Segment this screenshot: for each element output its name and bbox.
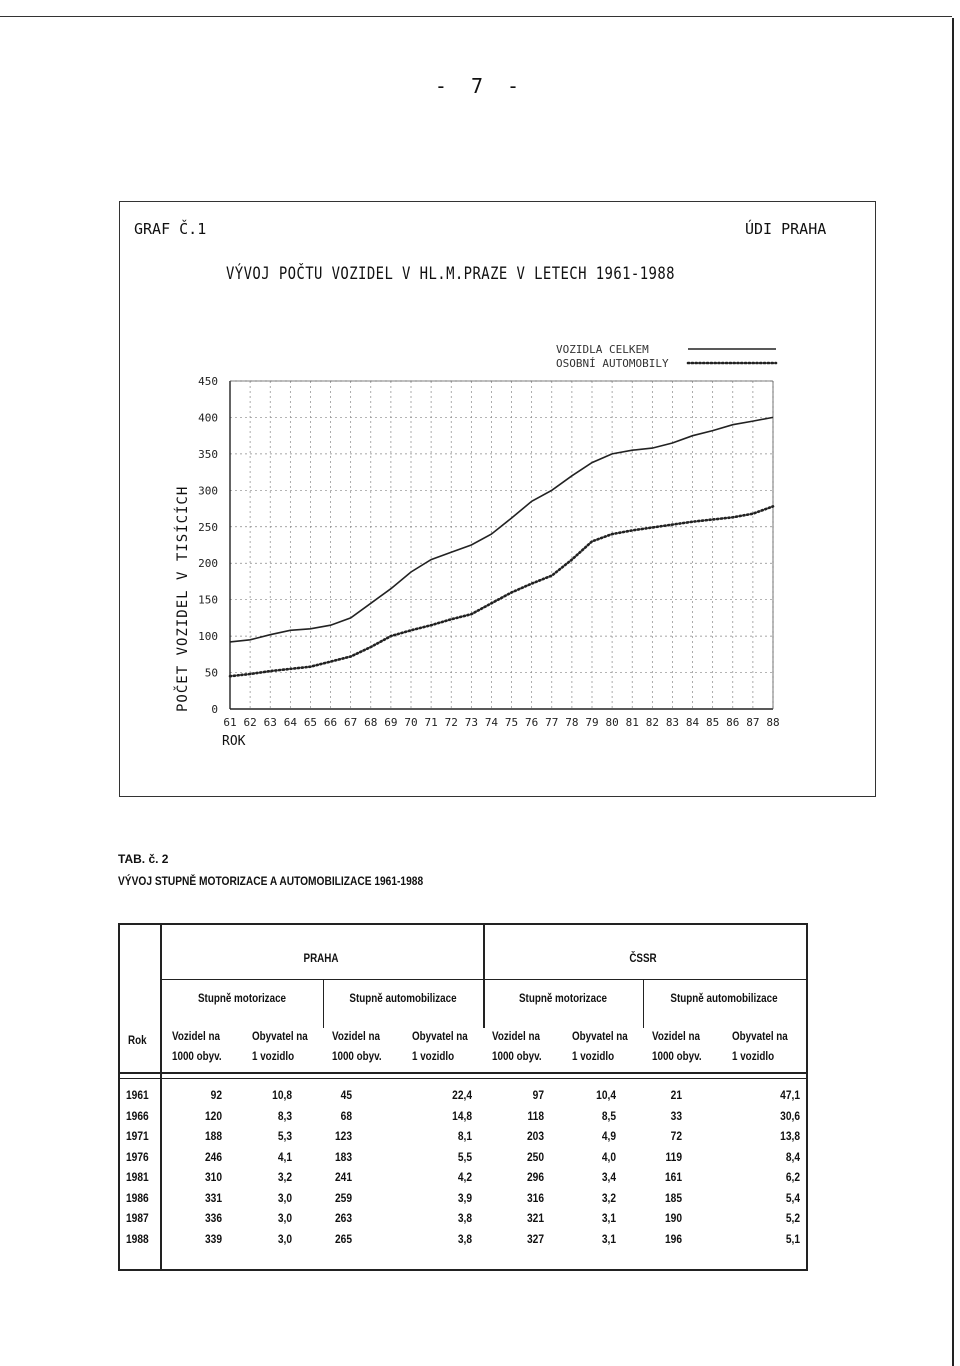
table-cell: 246 xyxy=(204,1149,222,1164)
legend-total-label: VOZIDLA CELKEM xyxy=(556,343,649,356)
y-tick-label: 250 xyxy=(198,520,218,534)
table-cell: 8,3 xyxy=(277,1108,292,1123)
table-cell: 14,8 xyxy=(452,1108,472,1123)
table-cell: 3,8 xyxy=(457,1231,472,1246)
table-cell: 183 xyxy=(334,1149,352,1164)
table-cell: 3,1 xyxy=(601,1231,616,1246)
table-cell: 10,4 xyxy=(596,1088,616,1102)
row-header-rok: Rok xyxy=(128,1033,147,1047)
x-tick-label: 80 xyxy=(605,716,619,729)
header-body-rule xyxy=(120,1072,806,1074)
y-tick-label: 350 xyxy=(198,447,218,461)
group-header: Stupně motorizace xyxy=(518,991,608,1005)
table-cell: 161 xyxy=(664,1170,682,1184)
group-divider xyxy=(643,979,644,1028)
column-header: 1 vozidlo xyxy=(252,1049,295,1063)
region-header-cssr: ČSSR xyxy=(629,951,657,965)
table-cell: 327 xyxy=(526,1231,544,1246)
year-cell: 1986 xyxy=(126,1190,149,1205)
x-tick-label: 67 xyxy=(344,716,358,729)
y-tick-label: 400 xyxy=(198,411,218,425)
column-header: 1000 obyv. xyxy=(172,1049,222,1063)
table-cell: 188 xyxy=(204,1129,222,1143)
x-tick-label: 81 xyxy=(625,716,639,729)
table-cell: 13,8 xyxy=(780,1129,800,1143)
table-cell: 3,0 xyxy=(277,1190,292,1205)
year-cell: 1981 xyxy=(126,1170,149,1184)
table-cell: 190 xyxy=(664,1211,682,1225)
table-title: VÝVOJ STUPNĚ MOTORIZACE A AUTOMOBILIZACE 1961-1988 xyxy=(118,874,424,888)
x-tick-label: 87 xyxy=(746,716,760,729)
table-cell: 5,5 xyxy=(457,1149,472,1164)
x-tick-label: 62 xyxy=(243,716,257,729)
header-body-rule-double xyxy=(120,1078,806,1079)
x-tick-label: 82 xyxy=(645,716,659,729)
table-cell: 3,8 xyxy=(457,1211,472,1225)
x-tick-label: 78 xyxy=(565,716,579,729)
y-tick-label: 150 xyxy=(198,593,218,607)
table-cell: 47,1 xyxy=(780,1088,800,1102)
table-cell: 3,9 xyxy=(457,1190,472,1205)
table-cell: 4,9 xyxy=(601,1129,616,1143)
year-cell: 1966 xyxy=(126,1108,149,1123)
table-cell: 4,2 xyxy=(457,1170,472,1184)
x-tick-label: 77 xyxy=(545,716,559,729)
table-cell: 4,0 xyxy=(601,1149,616,1164)
x-tick-label: 83 xyxy=(665,716,680,729)
table-cell: 8,1 xyxy=(457,1129,472,1143)
column-header: Vozidel na xyxy=(332,1029,380,1043)
column-header: 1000 obyv. xyxy=(652,1049,702,1063)
column-header: Vozidel na xyxy=(172,1029,220,1043)
year-cell: 1987 xyxy=(126,1211,149,1225)
table-cell: 321 xyxy=(526,1211,544,1225)
y-tick-label: 100 xyxy=(198,630,218,644)
x-tick-label: 73 xyxy=(464,716,478,729)
group-header-rule xyxy=(160,979,806,980)
column-header: 1000 obyv. xyxy=(332,1049,382,1063)
table-cell: 331 xyxy=(204,1190,222,1205)
table-cell: 120 xyxy=(204,1108,222,1123)
y-tick-label: 450 xyxy=(198,375,218,388)
table-cell: 22,4 xyxy=(452,1088,472,1102)
x-tick-label: 66 xyxy=(323,716,338,729)
table-cell: 6,2 xyxy=(785,1170,800,1184)
table-cell: 123 xyxy=(334,1129,352,1143)
table-cell: 185 xyxy=(664,1190,682,1205)
office-label: ÚDI PRAHA xyxy=(745,220,827,238)
table-cell: 316 xyxy=(526,1190,544,1205)
x-tick-label: 70 xyxy=(404,716,418,729)
table-cell: 296 xyxy=(526,1170,544,1184)
y-tick-label: 50 xyxy=(204,666,218,680)
table-cell: 5,1 xyxy=(785,1231,800,1246)
series-line-osobni-automobily xyxy=(230,506,773,676)
series-line-vozidla-celkem xyxy=(230,417,773,642)
table-cell: 259 xyxy=(334,1190,352,1205)
motorization-table xyxy=(118,923,808,1271)
x-tick-label: 84 xyxy=(685,716,700,729)
region-header-praha: PRAHA xyxy=(303,951,339,965)
table-cell: 45 xyxy=(340,1088,352,1102)
column-header: Obyvatel na xyxy=(412,1029,468,1043)
column-header: 1 vozidlo xyxy=(572,1049,615,1063)
x-tick-label: 69 xyxy=(384,716,398,729)
y-tick-label: 300 xyxy=(198,484,218,498)
graph-label: GRAF Č.1 xyxy=(134,220,207,238)
rok-column-divider xyxy=(160,925,162,1269)
x-axis-label: ROK xyxy=(222,734,246,749)
y-axis-label: POČET VOZIDEL V TISÍCÍCH xyxy=(175,485,191,712)
table-cell: 33 xyxy=(670,1108,682,1123)
year-cell: 1976 xyxy=(126,1149,149,1164)
table-cell: 5,4 xyxy=(785,1190,800,1205)
table-cell: 3,2 xyxy=(277,1170,292,1184)
x-tick-label: 74 xyxy=(484,716,499,729)
table-cell: 3,0 xyxy=(277,1231,292,1246)
table-cell: 336 xyxy=(204,1211,222,1225)
column-header: 1000 obyv. xyxy=(492,1049,542,1063)
column-header: 1 vozidlo xyxy=(732,1049,775,1063)
table-cell: 339 xyxy=(204,1231,222,1246)
table-cell: 196 xyxy=(664,1231,682,1246)
table-cell: 68 xyxy=(340,1108,352,1123)
table-cell: 310 xyxy=(204,1170,222,1184)
x-tick-label: 72 xyxy=(444,716,458,729)
column-header: Obyvatel na xyxy=(572,1029,628,1043)
table-cell: 3,2 xyxy=(601,1190,616,1205)
column-header: Vozidel na xyxy=(652,1029,700,1043)
column-header: Obyvatel na xyxy=(732,1029,788,1043)
table-cell: 250 xyxy=(526,1149,544,1164)
table-cell: 21 xyxy=(670,1088,682,1102)
table-cell: 263 xyxy=(334,1211,352,1225)
table-cell: 241 xyxy=(334,1170,352,1184)
x-tick-label: 61 xyxy=(223,716,237,729)
graph-title: VÝVOJ POČTU VOZIDEL V HL.M.PRAZE V LETECH 1961-1988 xyxy=(226,264,675,284)
table-cell: 118 xyxy=(527,1108,544,1123)
x-tick-label: 63 xyxy=(263,716,277,729)
year-cell: 1971 xyxy=(126,1129,149,1143)
table-cell: 3,4 xyxy=(601,1170,616,1184)
x-tick-label: 86 xyxy=(726,716,740,729)
page-number: - 7 - xyxy=(434,74,526,98)
table-number: TAB. č. 2 xyxy=(118,852,169,866)
x-tick-label: 79 xyxy=(585,716,599,729)
table-cell: 4,1 xyxy=(277,1149,292,1164)
table-cell: 10,8 xyxy=(272,1088,292,1102)
region-divider xyxy=(483,925,485,1028)
table-cell: 5,3 xyxy=(277,1129,292,1143)
table-cell: 5,2 xyxy=(785,1211,800,1225)
x-tick-label: 75 xyxy=(504,716,519,729)
group-header: Stupně automobilizace xyxy=(349,991,457,1005)
column-header: Vozidel na xyxy=(492,1029,540,1043)
x-tick-label: 88 xyxy=(766,716,780,729)
column-header: 1 vozidlo xyxy=(412,1049,455,1063)
x-tick-label: 65 xyxy=(303,716,318,729)
table-cell: 3,1 xyxy=(601,1211,616,1225)
y-tick-label: 200 xyxy=(198,557,218,571)
group-divider xyxy=(323,979,324,1028)
table-cell: 97 xyxy=(532,1088,544,1102)
y-tick-label: 0 xyxy=(211,703,218,716)
table-cell: 203 xyxy=(526,1129,544,1143)
table-cell: 8,5 xyxy=(601,1108,616,1123)
legend-cars-label: OSOBNÍ AUTOMOBILY xyxy=(556,357,669,370)
x-tick-label: 68 xyxy=(364,716,378,729)
table-cell: 72 xyxy=(670,1129,682,1143)
column-header: Obyvatel na xyxy=(252,1029,308,1043)
table-cell: 3,0 xyxy=(277,1211,292,1225)
x-tick-label: 71 xyxy=(424,716,438,729)
group-header: Stupně motorizace xyxy=(197,991,287,1005)
year-cell: 1988 xyxy=(126,1231,149,1246)
x-tick-label: 64 xyxy=(283,716,297,729)
table-cell: 30,6 xyxy=(780,1108,800,1123)
group-header: Stupně automobilizace xyxy=(670,991,778,1005)
x-tick-label: 76 xyxy=(525,716,539,729)
table-cell: 119 xyxy=(665,1149,682,1164)
year-cell: 1961 xyxy=(126,1088,149,1102)
table-cell: 8,4 xyxy=(785,1149,800,1164)
table-cell: 265 xyxy=(334,1231,352,1246)
table-cell: 92 xyxy=(210,1088,222,1102)
x-tick-label: 85 xyxy=(706,716,720,729)
